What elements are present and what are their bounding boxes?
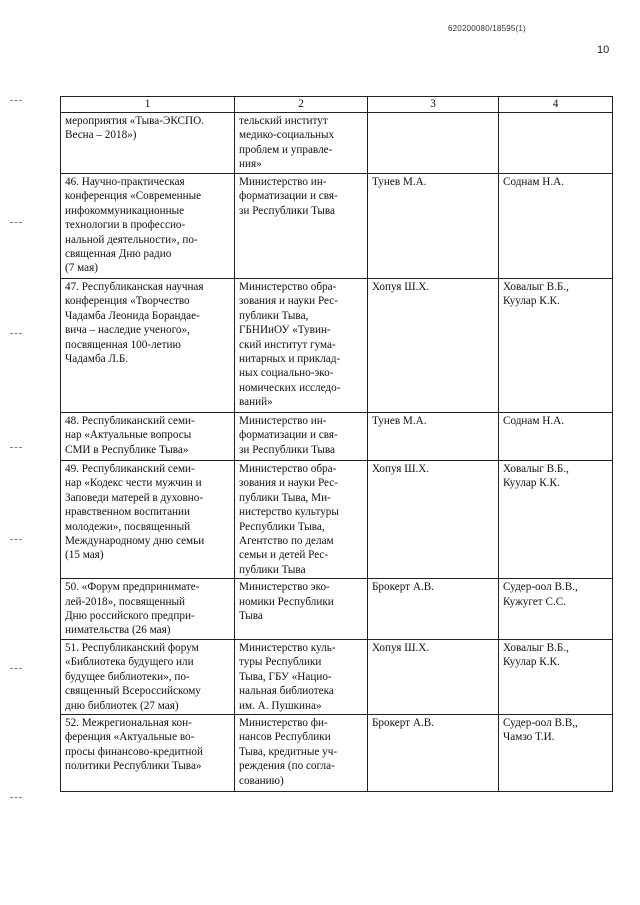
responsible-cell: Хопуя Ш.Х. xyxy=(368,461,499,579)
table-row xyxy=(61,113,613,174)
event-cell: 47. Республиканская научная конференция «Творчество Чадамба Леонида Борандае- вича – наследие ученого», посвященная 100-летию Чадамба Л.Б. xyxy=(61,279,235,413)
margin-mark xyxy=(10,447,22,448)
margin-mark xyxy=(10,668,22,669)
responsible-cell: Тунев М.А. xyxy=(368,413,499,461)
responsible-cell: Брокерт А.В. xyxy=(368,579,499,640)
curator-cell: Ховалыг В.Б., Куулар К.К. xyxy=(499,639,613,714)
responsible-cell: Хопуя Ш.Х. xyxy=(368,639,499,714)
curator-cell: Ховалыг В.Б., Куулар К.К. xyxy=(499,279,613,413)
event-cell: 46. Научно-практическая конференция «Современные инфокоммуникационные технологии в профессио- нальной деятельности», по- священная Дню радио (7 мая) xyxy=(61,174,235,279)
page-number: 10 xyxy=(597,44,610,56)
curator-cell: Судер-оол В.В., Кужугет С.С. xyxy=(499,579,613,640)
column-header: 2 xyxy=(235,97,368,113)
curator-cell: Судер-оол В.В,, Чамзо Т.И. xyxy=(499,714,613,791)
column-header: 1 xyxy=(61,97,235,113)
organizer-cell: Министерство ин- форматизации и свя- зи Республики Тыва xyxy=(235,174,368,279)
margin-mark xyxy=(10,100,22,101)
responsible-cell: Брокерт А.В. xyxy=(368,714,499,791)
organizer-cell: Министерство фи- нансов Республики Тыва, кредитные уч- реждения (по согла- сованию) xyxy=(235,714,368,791)
column-header: 4 xyxy=(499,97,613,113)
organizer-cell: Министерство обра- зования и науки Рес- публики Тыва, ГБНИиОУ «Тувин- ский институт гума- нитарных и приклад- ных социально-эко- номических исследо- ваний» xyxy=(235,279,368,413)
event-cell: 48. Республиканский семи- нар «Актуальные вопросы СМИ в Республике Тыва» xyxy=(61,413,235,461)
column-number-row xyxy=(61,97,613,113)
margin-mark xyxy=(10,333,22,334)
curator-cell xyxy=(499,113,613,174)
events-table xyxy=(60,96,613,792)
table-row xyxy=(61,639,613,714)
organizer-cell: Министерство обра- зования и науки Рес- публики Тыва, Ми- нистерство культуры Республики Тыва, Агентство по делам семьи и детей Рес- публики Тыва xyxy=(235,461,368,579)
margin-mark xyxy=(10,539,22,540)
table-row xyxy=(61,279,613,413)
event-cell: 51. Республиканский форум «Библиотека будущего или будущее библиотеки», по- священный Всероссийскому дню библиотек (27 мая) xyxy=(61,639,235,714)
organizer-cell: Министерство эко- номики Республики Тыва xyxy=(235,579,368,640)
table-row xyxy=(61,413,613,461)
table-row xyxy=(61,714,613,791)
margin-mark xyxy=(10,797,22,798)
responsible-cell: Хопуя Ш.Х. xyxy=(368,279,499,413)
responsible-cell: Тунев М.А. xyxy=(368,174,499,279)
event-cell: 50. «Форум предпринимате- лей-2018», посвященный Дню российского предпри- нимательства (26 мая) xyxy=(61,579,235,640)
event-cell: мероприятия «Тыва-ЭКСПО. Весна – 2018») xyxy=(61,113,235,174)
event-cell: 52. Межрегиональная кон- ференция «Актуальные во- просы финансово-кредитной политики Республики Тыва» xyxy=(61,714,235,791)
column-header: 3 xyxy=(368,97,499,113)
table-row xyxy=(61,461,613,579)
curator-cell: Соднам Н.А. xyxy=(499,413,613,461)
organizer-cell: Министерство ин- форматизации и свя- зи Республики Тыва xyxy=(235,413,368,461)
curator-cell: Ховалыг В.Б., Куулар К.К. xyxy=(499,461,613,579)
event-cell: 49. Республиканский семи- нар «Кодекс чести мужчин и Заповеди матерей в духовно- нравственном воспитании молодежи», посвященный Международному дню семьи (15 мая) xyxy=(61,461,235,579)
table-row xyxy=(61,174,613,279)
organizer-cell: тельский институт медико-социальных проблем и управле- ния» xyxy=(235,113,368,174)
responsible-cell xyxy=(368,113,499,174)
margin-mark xyxy=(10,222,22,223)
table-row xyxy=(61,579,613,640)
organizer-cell: Министерство куль- туры Республики Тыва, ГБУ «Нацио- нальная библиотека им. А. Пушкина» xyxy=(235,639,368,714)
curator-cell: Соднам Н.А. xyxy=(499,174,613,279)
document-id: 620200080/18595(1) xyxy=(448,24,526,33)
